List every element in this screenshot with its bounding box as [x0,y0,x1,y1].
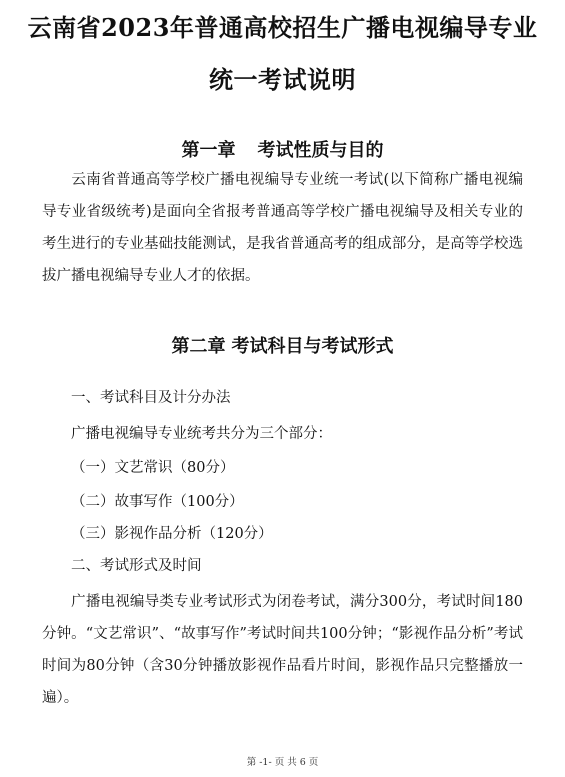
document-title-line-2: 统一考试说明 [209,65,356,94]
chapter-2-heading [0,332,565,358]
chapter-1-number: 第一章 [181,140,236,161]
exam-subject-item: （二）故事写作（100分） [71,494,244,510]
chapter-1-paragraph [42,164,523,292]
section-1-heading: 一、考试科目及计分办法 [71,390,231,406]
document-title-line-1: 云南省2023年普通高校招生广播电视编导专业 [27,13,538,42]
chapter-1-title: 考试性质与目的 [257,140,384,161]
chapter-2-title: 考试科目与考试形式 [231,336,394,357]
section-1-intro: 广播电视编导专业统考共分为三个部分： [71,426,332,442]
exam-subject-item: （三）影视作品分析（120分） [71,526,273,542]
chapter-1-body: 云南省普通高等学校广播电视编导专业统一考试(以下简称广播电视编导专业省级统考)是面向全省报考普通高等学校广播电视编导及相关专业的考生进行的专业基础技能测试，是我省普通高考的组成部分，是高等学校选拔广播电视编导专业人才的依据。 [42,172,523,284]
chapter-1-heading [0,136,565,162]
section-2-paragraph [42,586,523,714]
exam-subject-item: （一）文艺常识（80分） [71,460,235,476]
page-footer: 第 -1- 页 共 6 页 [246,757,319,768]
chapter-2-number: 第二章 [171,336,226,357]
section-2-body: 广播电视编导类专业考试形式为闭卷考试，满分300分，考试时间180分钟。“文艺常识”、“故事写作”考试时间共100分钟；“影视作品分析”考试时间为80分钟（含30分钟播放影视作品看片时间，影视作品只完整播放一遍）。 [42,594,523,706]
section-2-heading: 二、考试形式及时间 [71,558,202,574]
